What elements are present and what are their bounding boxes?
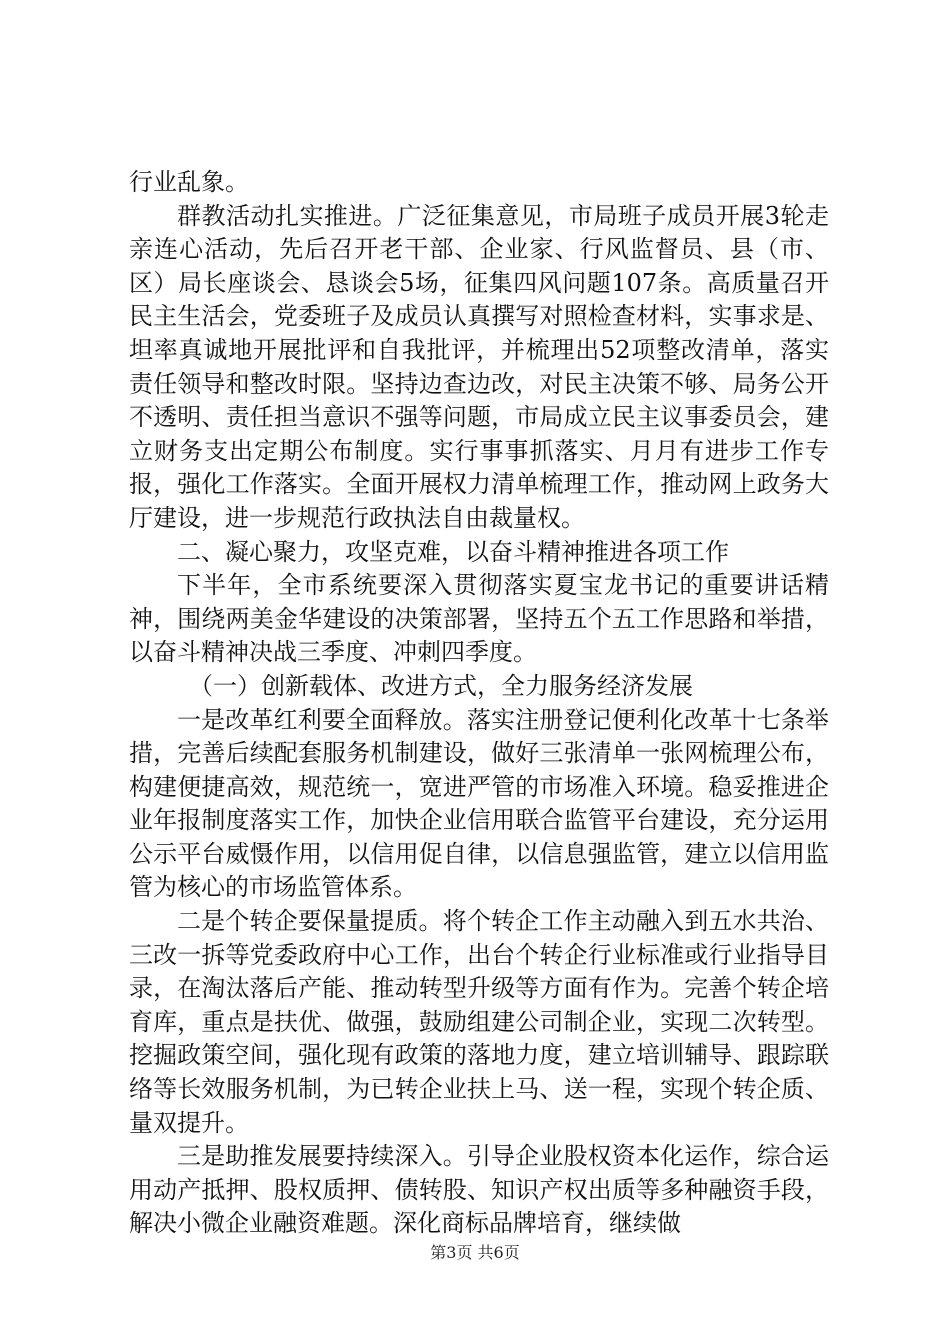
section-heading-2: 二、凝心聚力，攻坚克难，以奋斗精神推进各项工作: [177, 537, 729, 566]
page-number-footer: 第3页 共6页: [430, 1243, 520, 1262]
paragraph-second-half: 下半年，全市系统要深入贯彻落实夏宝龙书记的重要讲话精神，围绕两美金华建设的决策部署，坚持五个五工作思路和举措，以奋斗精神决战三季度、冲刺四季度。: [129, 571, 829, 667]
paragraph-continuation: 行业乱象。: [129, 168, 249, 196]
subsection-heading-1: （一）创新载体、改进方式，全力服务经济发展: [189, 671, 693, 700]
paragraph-reform-dividend: 一是改革红利要全面释放。落实注册登记便利化改革十七条举措，完善后续配套服务机制建设，做好三张清单一张网梳理公布，构建便捷高效，规范统一，宽进严管的市场准入环境。稳妥推进企业年报制度落实工作，加快企业信用联合监管平台建设，充分运用公示平台威慑作用，以信用促自律，以信息强监管，建立以信用监管为核心的市场监管体系。: [129, 705, 829, 902]
paragraph-individual-to-enterprise: 二是个转企要保量提质。将个转企工作主动融入到五水共治、三改一拆等党委政府中心工作，出台个转企行业标准或行业指导目录，在淘汰落后产能、推动转型升级等方面有作为。完善个转企培育库，重点是扶优、做强，鼓励组建公司制企业，实现二次转型。挖掘政策空间，强化现有政策的落地力度，建立培训辅导、跟踪联络等长效服务机制，为已转企业扶上马、送一程，实现个转企质、量双提升。: [129, 907, 829, 1137]
paragraph-mass-education: 群教活动扎实推进。广泛征集意见，市局班子成员开展3轮走亲连心活动，先后召开老干部、企业家、行风监督员、县（市、区）局长座谈会、恳谈会5场，征集四风问题107条。高质量召开民主生活会，党委班子及成员认真撰写对照检查材料，实事求是、坦率真诚地开展批评和自我批评，并梳理出52项整改清单，落实责任领导和整改时限。坚持边查边改，对民主决策不够、局务公开不透明、责任担当意识不强等问题，市局成立民主议事委员会，建立财务支出定期公布制度。实行事事抓落实、月月有进步工作专报，强化工作落实。全面开展权力清单梳理工作，推动网上政务大厅建设，进一步规范行政执法自由裁量权。: [129, 201, 829, 532]
document-body: [129, 166, 829, 1241]
paragraph-boost-development: 三是助推发展要持续深入。引导企业股权资本化运作，综合运用动产抵押、股权质押、债转股、知识产权出质等多种融资手段，解决小微企业融资难题。深化商标品牌培育，继续做: [129, 1142, 829, 1238]
